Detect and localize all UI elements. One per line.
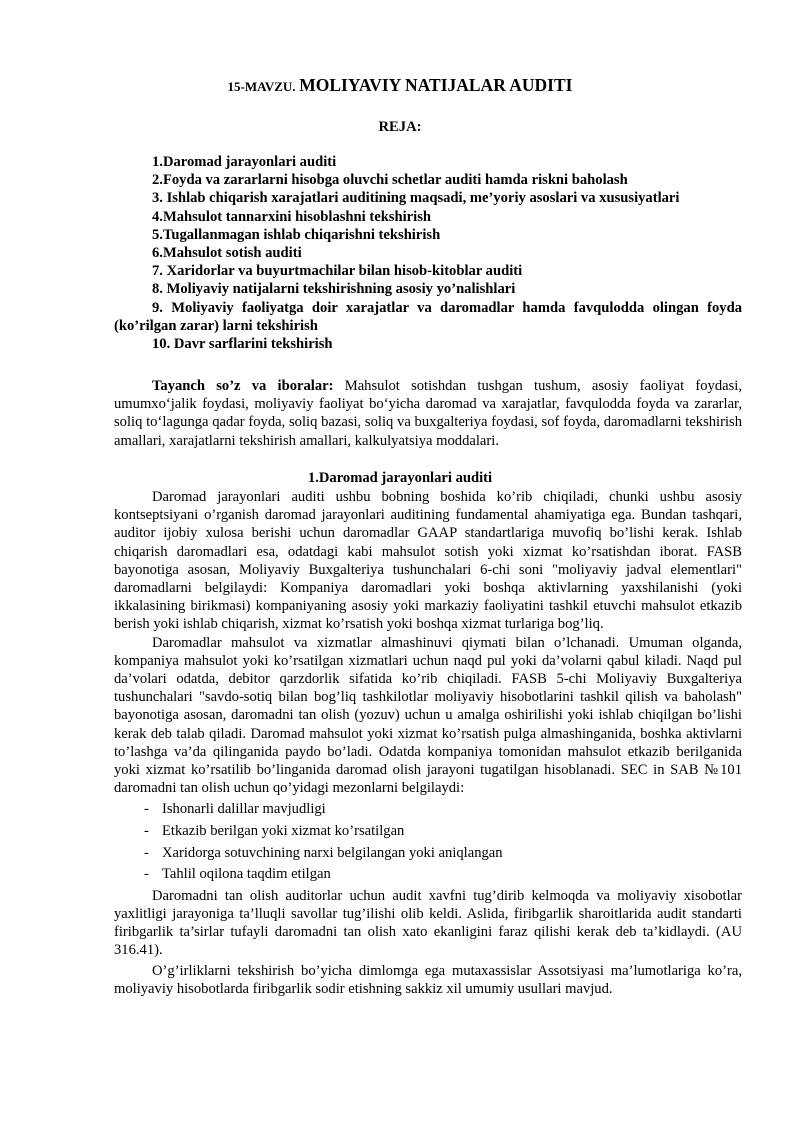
plan-item: 9. Moliyaviy faoliyatga doir xarajatlar va daromadlar hamda favqulodda olingan foyda (ko’rilgan zarar) larni tekshirish [114,299,742,334]
title-main: MOLIYAVIY NATIJALAR AUDITI [299,75,573,95]
section-title: 1.Daromad jarayonlari auditi [307,470,493,486]
plan-heading: REJA: [378,119,422,135]
list-dash: - [144,801,149,818]
plan-item: 7. Xaridorlar va buyurtmachilar bilan hisob-kitoblar auditi [152,263,523,280]
list-dash: - [144,866,149,883]
list-item [114,865,742,883]
title-prefix: 15-MAVZU. [227,79,296,94]
list-item-text: Etkazib berilgan yoki xizmat ko’rsatilgan [162,823,405,840]
plan-item: 4.Mahsulot tannarxini hisoblashni tekshirish [152,208,431,225]
criteria-list [114,800,742,883]
keywords-text: Mahsulot sotishdan tushgan tushum, asosiy faoliyat foydasi, umumxo‘jalik foydasi, moliyaviy faoliyat bo‘yicha daromad va xarajatlar, favqulodda foyda va zararlar, soliq to‘lagunga qadar foyda, soliq bazasi, soliq va buxgalteriya foydasi, sof foyda, daromadlarni tekshirish amallari, xarajatlarni tekshirish amallari, kalkulyatsiya moddalari. [114,378,742,449]
plan-item: 10. Davr sarflarini tekshirish [152,336,333,353]
section-body [114,488,742,998]
plan-item: 6.Mahsulot sotish auditi [152,245,302,262]
plan-item: 5.Tugallanmagan ishlab chiqarishni tekshirish [152,226,441,243]
keywords-label: Tayanch so’z va iboralar: [152,378,334,394]
paragraph: O’g’irliklarni tekshirish bo’yicha dimlomga ega mutaxassislar Assotsiyasi ma’lumotlariga ko’ra, moliyaviy hisobotlarda firibgarlik sodir etishning sakkiz xil umumiy usullari mavjud. [114,962,742,997]
plan-item: 1.Daromad jarayonlari auditi [152,154,337,170]
list-item [114,800,742,818]
plan-item: 3. Ishlab chiqarish xarajatlari auditining maqsadi, me’yoriy asoslari va xususiyatlari [152,190,680,207]
list-item-text: Tahlil oqilona taqdim etilgan [162,866,331,883]
list-dash: - [144,823,149,840]
list-item-text: Xaridorga sotuvchining narxi belgilangan yoki aniqlangan [162,844,503,861]
paragraph: Daromadni tan olish auditorlar uchun audit xavfni tug’dirib kelmoqda va moliyaviy xisobotlar yaxlitligi jarayoniga ta’lluqli savollar tug’ilishi olib keldi. Aslida, firibgarlik sharoitlarida audit standarti firibgarlik ta’sirlar tufayli daromadni tan olish xato ekanligini faraz qilishi kerak deb ta’kidlaydi. (AU 316.41). [114,887,742,959]
plan-item: 2.Foyda va zararlarni hisobga oluvchi schetlar auditi hamda riskni baholash [152,172,628,189]
list-item-text: Ishonarli dalillar mavjudligi [162,801,326,818]
paragraph: Daromad jarayonlari auditi ushbu bobning boshida ko’rib chiqiladi, chunki ushbu asosiy kontseptsiyani o’rganish daromad jarayonlari auditining fundamental ahamiyatiga ega. Bundan tashqari, auditor ijobiy xulosa berishi uchun daromadlar GAAP standartlariga muvofiq bo’lishi kerak. Ishlab chiqarish daromadlari esa, odatdagi kabi mahsulot sotish yoki xizmat ko’rsatishdan iborat. FASB bayonotiga asosan, Moliyaviy Buxgalteriya tushunchalari 6-chi soni "moliyaviy jadval elementlari" daromadlarni belgilaydi: Kompaniya daromadlari yoki boshqa aktivlarning yaxshilanishi (yoki ikkalasining birikmasi) kompaniyaning asosiy yoki markaziy faoliyatini tashkil etuvchi mahsulot etkazib berish yoki ishlab chiqarish, xizmat ko’rsatish yoki boshqa xizmat turlariga bog’liq. [114,489,742,633]
paragraph: Daromadlar mahsulot va xizmatlar almashinuvi qiymati bilan o’lchanadi. Umuman olganda, kompaniya mahsulot yoki ko’rsatilgan xizmatlari uchun naqd pul yoki da’volarni qabul kiladi. Naqd pul da’volari odatda, debitor qarzdorlik sifatida ko’rib chiqiladi. FASB 5-chi Moliyaviy Buxgalteriya tushunchalari "savdo-sotiq bilan bog’liq tashkilotlar moliyaviy hisobotlarini tashkil qilish va baholash" bayonotiga asosan, daromadni tan olish (yozuv) uchun u amalga oshirilishi yoki ishlab chiqilgan bo’lishi kerak deb talab qiladi. Daromad mahsulot yoki xizmat ko’rsatish pulga almashinganida, boshka aktivlarni to’lashga va’da qilinganida paydo bo’ladi. Odatda kompaniya tomonidan mahsulot etkazib berilganida yoki xizmat ko’rsatilib bo’linganida daromad olish jarayoni tugatilgan hisoblanadi. SEC in SAB №101 daromadni tan olish uchun qo’yidagi mezonlarni belgilaydi: [114,634,742,797]
list-item [114,822,742,840]
plan-list [114,153,742,353]
list-item [114,844,742,862]
keywords-paragraph [114,377,742,450]
document-title [0,76,800,96]
list-dash: - [144,844,149,861]
plan-item: 8. Moliyaviy natijalarni tekshirishning asosiy yo’nalishlari [152,281,516,298]
